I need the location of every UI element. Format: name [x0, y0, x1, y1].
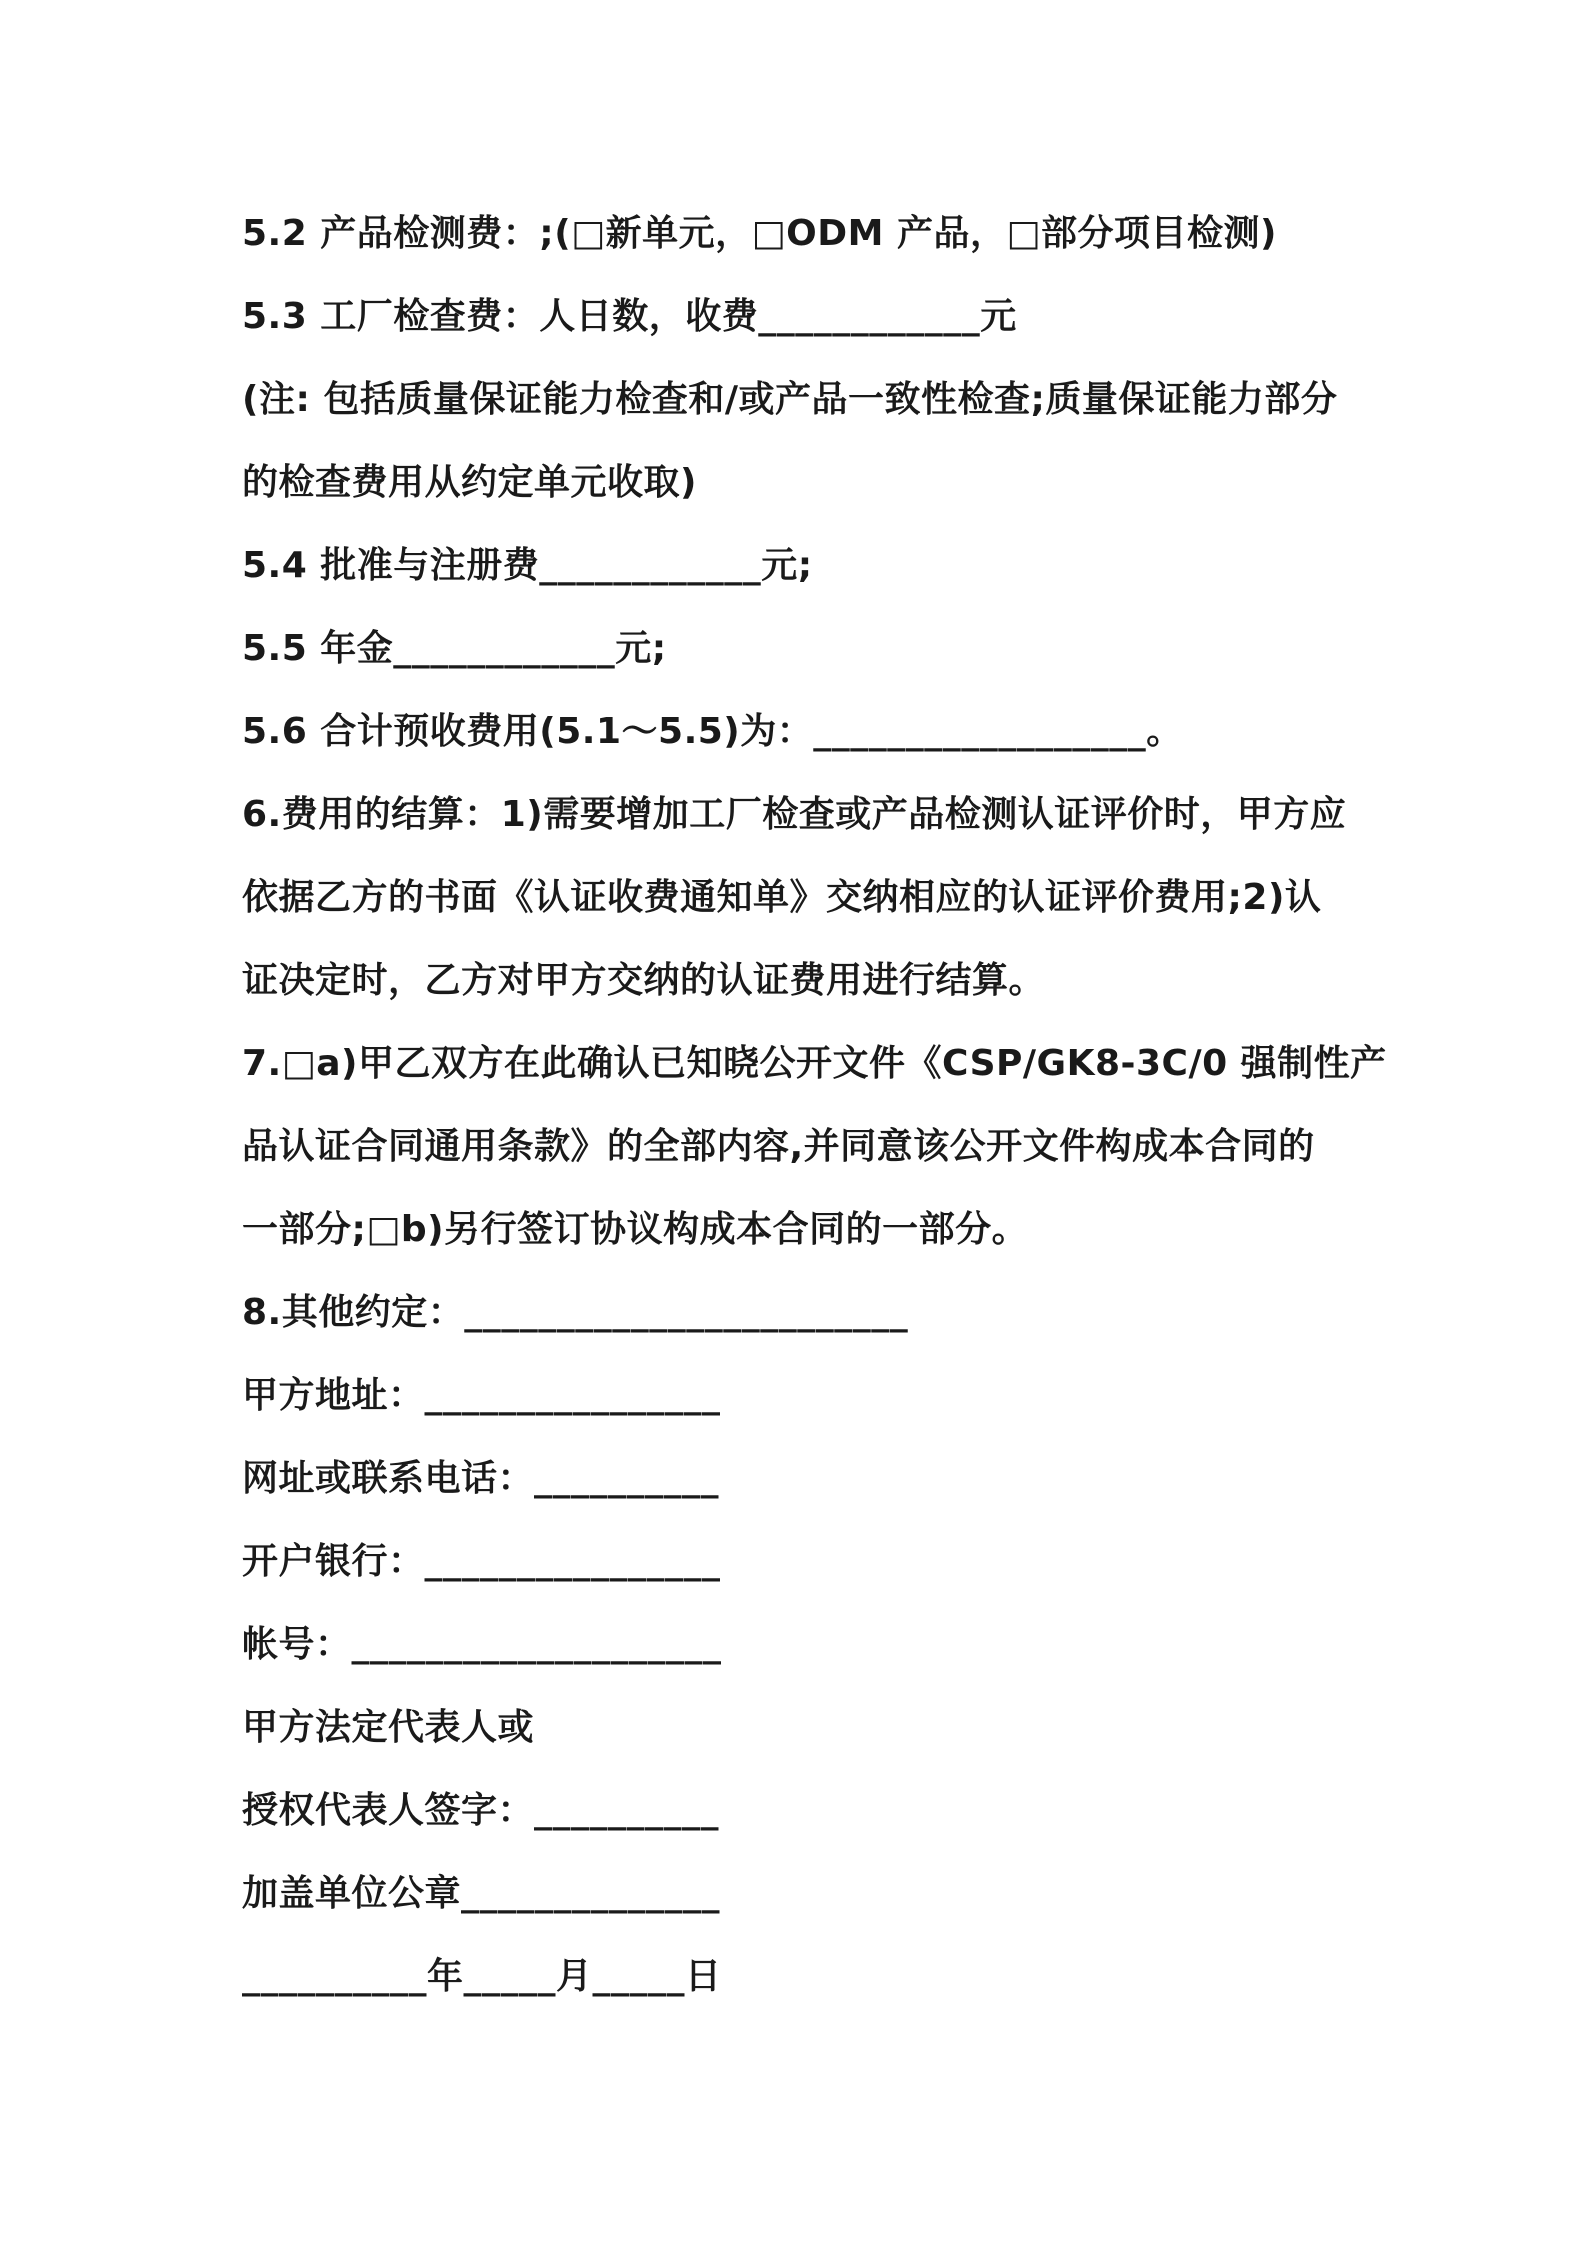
settlement-line-1: 6.费用的结算：1)需要增加工厂检查或产品检测认证评价时，甲方应	[242, 794, 1347, 835]
seal-line: 加盖单位公章______________	[242, 1873, 721, 1914]
contract-text	[242, 192, 1387, 2018]
note-line-2: 的检查费用从约定单元收取)	[242, 462, 697, 503]
fee-5-2-line: 5.2 产品检测费：;(□新单元，□ODM 产品，□部分项目检测)	[242, 213, 1277, 254]
fee-5-6-line: 5.6 合计预收费用(5.1～5.5)为：__________________。	[242, 711, 1183, 752]
fee-5-4-line: 5.4 批准与注册费____________元;	[242, 545, 813, 586]
settlement-line-3: 证决定时，乙方对甲方交纳的认证费用进行结算。	[242, 960, 1046, 1001]
settlement-line-2: 依据乙方的书面《认证收费通知单》交纳相应的认证评价费用;2)认	[242, 877, 1322, 918]
other-agreement-line: 8.其他约定：________________________	[242, 1292, 909, 1333]
note-line-1: (注: 包括质量保证能力检查和/或产品一致性检查;质量保证能力部分	[242, 379, 1338, 420]
account-line: 帐号：____________________	[242, 1624, 722, 1665]
date-line: __________年_____月_____日	[242, 1956, 722, 1997]
clause-7-line-3: 一部分;□b)另行签订协议构成本合同的一部分。	[242, 1209, 1029, 1250]
fee-5-3-line: 5.3 工厂检查费：人日数，收费____________元	[242, 296, 1017, 337]
fee-5-5-line: 5.5 年金____________元;	[242, 628, 667, 669]
website-phone-line: 网址或联系电话：__________	[242, 1458, 720, 1499]
legal-rep-line: 甲方法定代表人或	[242, 1707, 535, 1748]
clause-7-line-2: 品认证合同通用条款》的全部内容,并同意该公开文件构成本合同的	[242, 1126, 1315, 1167]
clause-7-line-1: 7.□a)甲乙双方在此确认已知晓公开文件《CSP/GK8-3C/0 强制性产	[242, 1043, 1387, 1084]
signature-line: 授权代表人签字：__________	[242, 1790, 720, 1831]
bank-line: 开户银行：________________	[242, 1541, 721, 1582]
party-a-address-line: 甲方地址：________________	[242, 1375, 721, 1416]
